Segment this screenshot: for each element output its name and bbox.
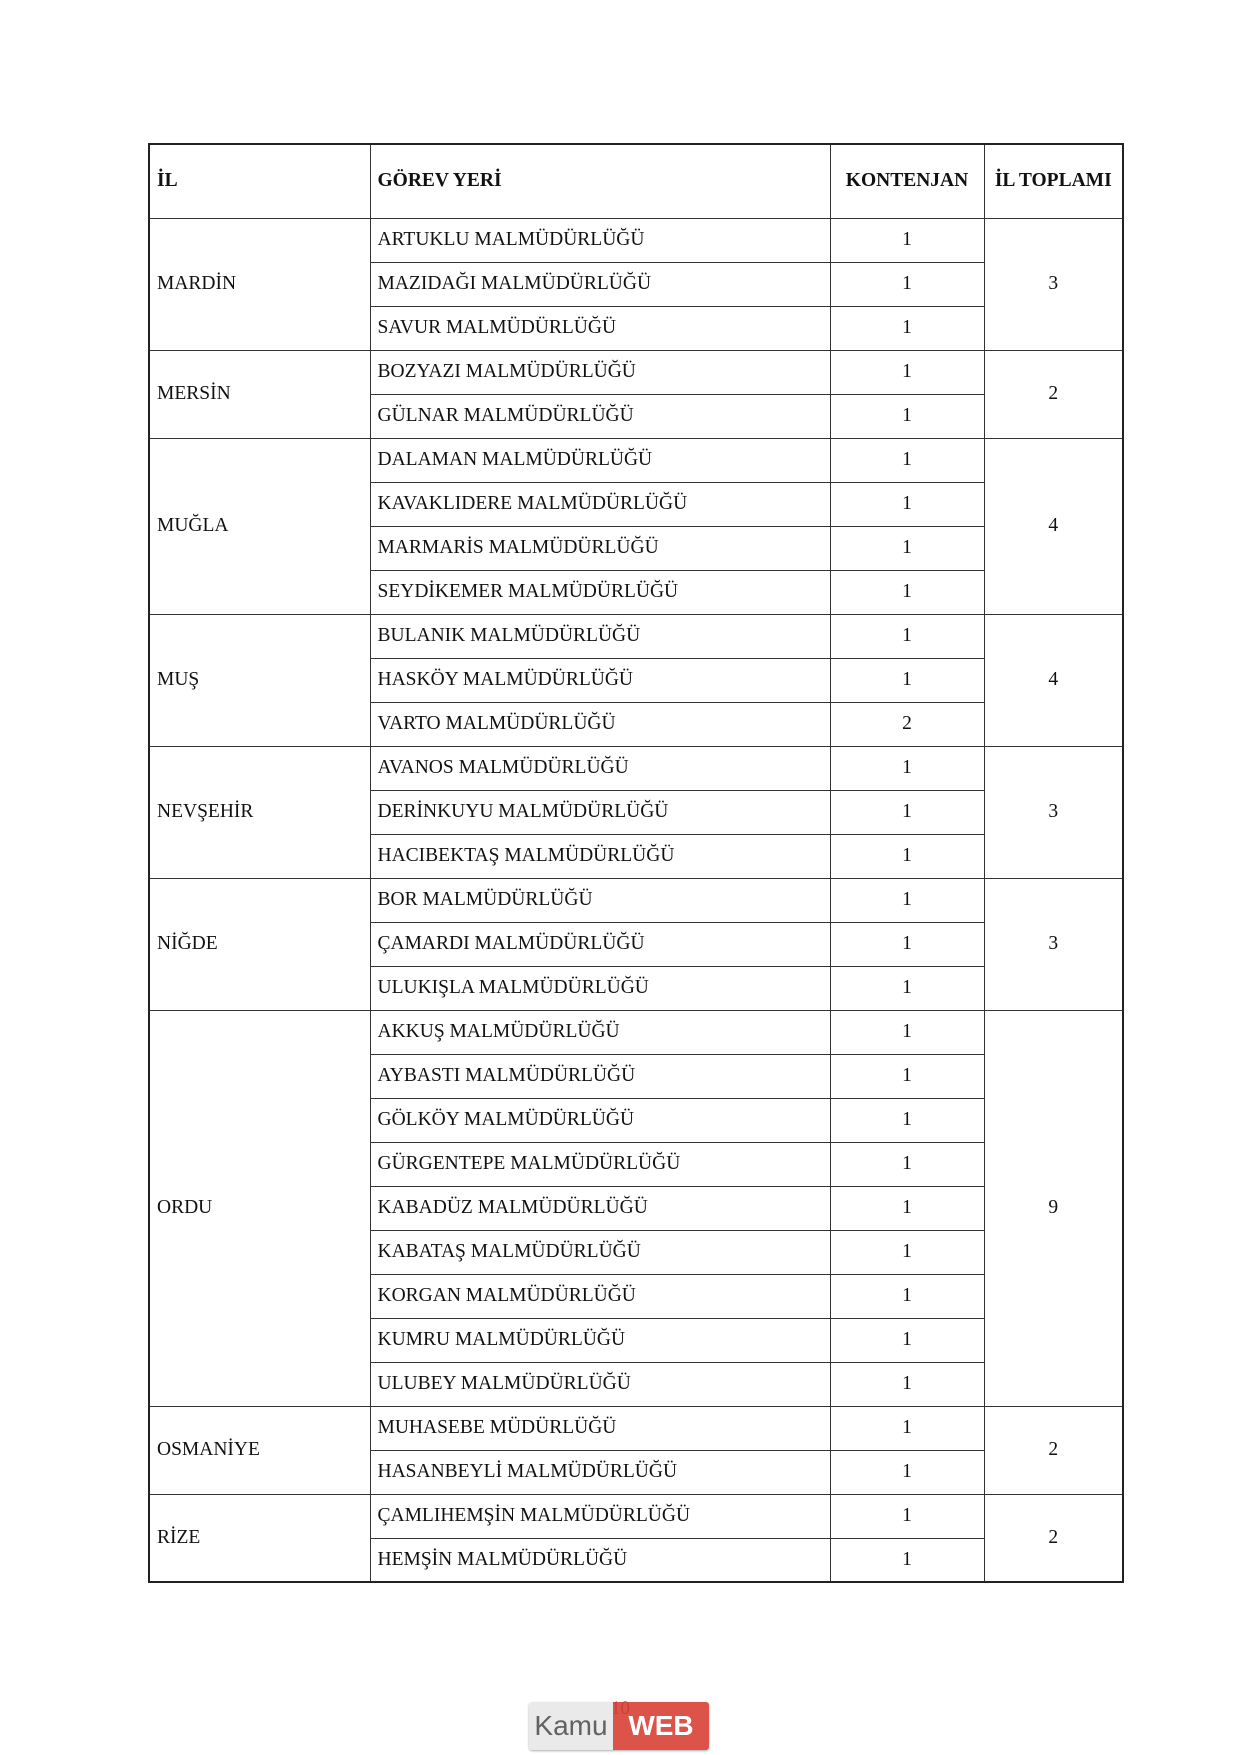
assignment-table (148, 143, 1124, 1583)
gorev-yeri-cell: MAZIDAĞI MALMÜDÜRLÜĞÜ (370, 262, 830, 306)
gorev-yeri-cell: SEYDİKEMER MALMÜDÜRLÜĞÜ (370, 570, 830, 614)
kontenjan-cell: 1 (830, 262, 984, 306)
kontenjan-cell: 1 (830, 1010, 984, 1054)
il-toplami-cell: 2 (984, 1406, 1123, 1494)
il-toplami-cell: 2 (984, 350, 1123, 438)
kontenjan-cell: 1 (830, 1406, 984, 1450)
kontenjan-cell: 1 (830, 1230, 984, 1274)
kontenjan-cell: 1 (830, 614, 984, 658)
gorev-yeri-cell: ÇAMLIHEMŞİN MALMÜDÜRLÜĞÜ (370, 1494, 830, 1538)
kontenjan-cell: 1 (830, 1098, 984, 1142)
table-row (149, 746, 1123, 790)
table-row (149, 1406, 1123, 1450)
il-cell: MUŞ (149, 614, 370, 746)
gorev-yeri-cell: ULUKIŞLA MALMÜDÜRLÜĞÜ (370, 966, 830, 1010)
kontenjan-cell: 1 (830, 790, 984, 834)
kontenjan-cell: 1 (830, 922, 984, 966)
kamuweb-watermark-logo (529, 1702, 709, 1750)
il-toplami-cell: 3 (984, 746, 1123, 878)
il-cell: MERSİN (149, 350, 370, 438)
kontenjan-cell: 1 (830, 878, 984, 922)
gorev-yeri-cell: DERİNKUYU MALMÜDÜRLÜĞÜ (370, 790, 830, 834)
kontenjan-cell: 1 (830, 746, 984, 790)
il-toplami-cell: 2 (984, 1494, 1123, 1582)
il-cell: NEVŞEHİR (149, 746, 370, 878)
gorev-yeri-cell: BOR MALMÜDÜRLÜĞÜ (370, 878, 830, 922)
il-toplami-cell: 3 (984, 878, 1123, 1010)
gorev-yeri-cell: KABADÜZ MALMÜDÜRLÜĞÜ (370, 1186, 830, 1230)
gorev-yeri-cell: GÜLNAR MALMÜDÜRLÜĞÜ (370, 394, 830, 438)
table-body (149, 218, 1123, 1582)
il-cell: MUĞLA (149, 438, 370, 614)
il-cell: RİZE (149, 1494, 370, 1582)
gorev-yeri-cell: ARTUKLU MALMÜDÜRLÜĞÜ (370, 218, 830, 262)
kontenjan-cell: 1 (830, 1142, 984, 1186)
gorev-yeri-cell: VARTO MALMÜDÜRLÜĞÜ (370, 702, 830, 746)
il-toplami-cell: 4 (984, 438, 1123, 614)
gorev-yeri-cell: BOZYAZI MALMÜDÜRLÜĞÜ (370, 350, 830, 394)
table-row (149, 1010, 1123, 1054)
kontenjan-cell: 1 (830, 482, 984, 526)
table-row (149, 614, 1123, 658)
kontenjan-cell: 1 (830, 350, 984, 394)
gorev-yeri-cell: BULANIK MALMÜDÜRLÜĞÜ (370, 614, 830, 658)
gorev-yeri-cell: KUMRU MALMÜDÜRLÜĞÜ (370, 1318, 830, 1362)
kontenjan-cell: 1 (830, 526, 984, 570)
kontenjan-cell: 1 (830, 438, 984, 482)
kontenjan-cell: 1 (830, 1054, 984, 1098)
kontenjan-cell: 1 (830, 1186, 984, 1230)
gorev-yeri-cell: SAVUR MALMÜDÜRLÜĞÜ (370, 306, 830, 350)
gorev-yeri-cell: GÖLKÖY MALMÜDÜRLÜĞÜ (370, 1098, 830, 1142)
kontenjan-cell: 1 (830, 1362, 984, 1406)
il-cell: ORDU (149, 1010, 370, 1406)
header-il-toplami: İL TOPLAMI (984, 144, 1123, 218)
kontenjan-cell: 2 (830, 702, 984, 746)
header-row (149, 144, 1123, 218)
header-kontenjan: KONTENJAN (830, 144, 984, 218)
gorev-yeri-cell: HASKÖY MALMÜDÜRLÜĞÜ (370, 658, 830, 702)
kontenjan-cell: 1 (830, 658, 984, 702)
gorev-yeri-cell: MUHASEBE MÜDÜRLÜĞÜ (370, 1406, 830, 1450)
table-header (149, 144, 1123, 218)
il-toplami-cell: 4 (984, 614, 1123, 746)
kontenjan-cell: 1 (830, 966, 984, 1010)
header-gorev-yeri: GÖREV YERİ (370, 144, 830, 218)
gorev-yeri-cell: DALAMAN MALMÜDÜRLÜĞÜ (370, 438, 830, 482)
table-row (149, 218, 1123, 262)
gorev-yeri-cell: KAVAKLIDERE MALMÜDÜRLÜĞÜ (370, 482, 830, 526)
gorev-yeri-cell: HEMŞİN MALMÜDÜRLÜĞÜ (370, 1538, 830, 1582)
table-row (149, 438, 1123, 482)
gorev-yeri-cell: AVANOS MALMÜDÜRLÜĞÜ (370, 746, 830, 790)
kontenjan-cell: 1 (830, 570, 984, 614)
kontenjan-cell: 1 (830, 394, 984, 438)
header-il: İL (149, 144, 370, 218)
il-toplami-cell: 9 (984, 1010, 1123, 1406)
table-row (149, 878, 1123, 922)
kontenjan-cell: 1 (830, 1538, 984, 1582)
gorev-yeri-cell: AKKUŞ MALMÜDÜRLÜĞÜ (370, 1010, 830, 1054)
gorev-yeri-cell: GÜRGENTEPE MALMÜDÜRLÜĞÜ (370, 1142, 830, 1186)
gorev-yeri-cell: AYBASTI MALMÜDÜRLÜĞÜ (370, 1054, 830, 1098)
gorev-yeri-cell: HACIBEKTAŞ MALMÜDÜRLÜĞÜ (370, 834, 830, 878)
kontenjan-cell: 1 (830, 306, 984, 350)
gorev-yeri-cell: ULUBEY MALMÜDÜRLÜĞÜ (370, 1362, 830, 1406)
kontenjan-cell: 1 (830, 1274, 984, 1318)
il-toplami-cell: 3 (984, 218, 1123, 350)
watermark-right-text: WEB (613, 1702, 709, 1750)
kontenjan-cell: 1 (830, 1318, 984, 1362)
il-cell: MARDİN (149, 218, 370, 350)
kontenjan-cell: 1 (830, 218, 984, 262)
gorev-yeri-cell: MARMARİS MALMÜDÜRLÜĞÜ (370, 526, 830, 570)
gorev-yeri-cell: HASANBEYLİ MALMÜDÜRLÜĞÜ (370, 1450, 830, 1494)
gorev-yeri-cell: KORGAN MALMÜDÜRLÜĞÜ (370, 1274, 830, 1318)
gorev-yeri-cell: ÇAMARDI MALMÜDÜRLÜĞÜ (370, 922, 830, 966)
kontenjan-cell: 1 (830, 1494, 984, 1538)
il-cell: NİĞDE (149, 878, 370, 1010)
gorev-yeri-cell: KABATAŞ MALMÜDÜRLÜĞÜ (370, 1230, 830, 1274)
kontenjan-cell: 1 (830, 1450, 984, 1494)
kontenjan-cell: 1 (830, 834, 984, 878)
table-row (149, 350, 1123, 394)
watermark-left-text: Kamu (529, 1702, 613, 1750)
il-cell: OSMANİYE (149, 1406, 370, 1494)
table-row (149, 1494, 1123, 1538)
